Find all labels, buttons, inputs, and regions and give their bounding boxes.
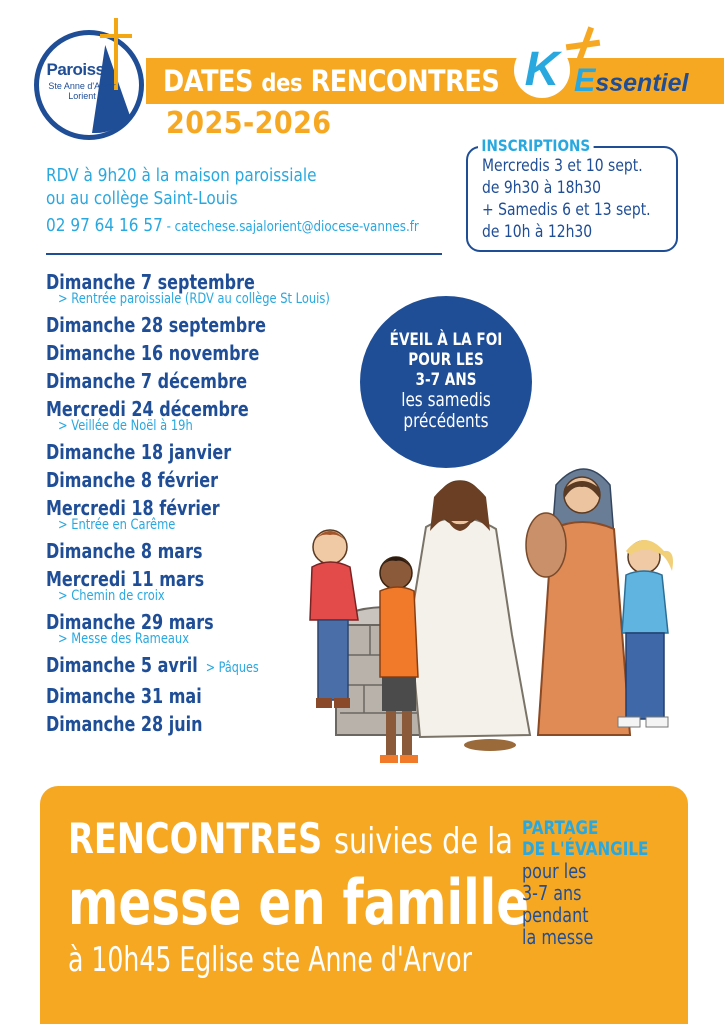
banner-line3: à 10h45 Eglise ste Anne d'Arvor [68,940,472,980]
email-link[interactable]: catechese.sajalorient@diocese-vannes.fr [174,219,419,235]
phone-number: 02 97 64 16 57 [46,215,163,236]
partage-sub: la messe [522,925,594,949]
woman-with-jar-icon [526,469,630,735]
date-label: Mercredi 24 décembre [46,397,249,421]
inscriptions-line: + Samedis 6 et 13 sept. [482,200,651,220]
logo-subtitle-line2: Lorient [68,91,96,101]
banner-line1 [68,814,513,863]
title-part3: RENCONTRES [310,64,500,98]
date-note: > Messe des Rameaux [58,631,190,647]
eveil-line: les samedis [401,389,491,411]
logo-subtitle-line1: Ste Anne d'Arvor [48,81,116,91]
inscriptions-line: de 9h30 à 18h30 [482,178,602,198]
eveil-line: 3-7 ANS [415,370,477,390]
school-year: 2025-2026 [166,106,332,141]
contact-separator: - [162,219,175,235]
date-label: Dimanche 8 février [46,468,218,492]
partage-sub: 3-7 ans [522,881,582,905]
logo-subtitle [42,81,122,101]
cross-icon-bar [100,34,132,38]
kt-logo-rest: ssentiel [595,69,689,97]
eveil-line: précédents [403,410,489,432]
date-inline-note: > Pâques [205,660,259,676]
jesus-figure-icon [410,481,530,751]
partage-sub: pendant [522,903,589,927]
jesus-children-illustration [300,445,724,775]
rdv-line1: RDV à 9h20 à la maison paroissiale [46,165,317,186]
title-part2: des [261,69,303,97]
page-title [163,58,499,104]
child-blonde-girl-icon [618,540,673,727]
date-label: Dimanche 16 novembre [46,341,260,365]
date-note: > Chemin de croix [58,588,165,604]
date-note: > Entrée en Carême [58,517,176,533]
date-label: Mercredi 11 mars [46,567,205,591]
divider [46,253,442,255]
rdv-line2: ou au collège Saint-Louis [46,188,238,209]
logo-title: Paroisse [46,60,114,79]
date-label: Mercredi 18 février [46,496,220,520]
date-label-text: Dimanche 5 avril [46,653,198,677]
partage-block [522,818,672,948]
partage-sub: pour les [522,859,587,883]
date-label: Dimanche 18 janvier [46,440,232,464]
date-note: > Rentrée paroissiale (RDV au collège St Louis) [58,291,330,307]
date-label: Dimanche 31 mai [46,684,202,708]
inscriptions-line: Mercredis 3 et 10 sept. [482,156,643,176]
date-label: Dimanche 28 septembre [46,313,266,337]
kt-logo-e: E [574,62,596,98]
eveil-line: ÉVEIL À LA FOI [389,330,503,350]
banner-rencontres: RENCONTRES [68,814,323,863]
date-item [46,268,446,308]
eveil-line: POUR LES [408,350,484,370]
kt-logo-k: K [514,42,570,98]
banner-line2: messe en famille [68,866,530,939]
contact-line [46,215,419,236]
inscriptions-title: INSCRIPTIONS [478,136,594,155]
date-label: Dimanche 29 mars [46,610,214,634]
date-label: Dimanche 28 juin [46,712,203,736]
partage-title: DE L'ÉVANGILE [522,838,649,860]
banner-suivies: suivies de la [333,821,513,862]
kt-logo-text [574,62,688,99]
partage-title: PARTAGE [522,817,599,839]
date-label: Dimanche 8 mars [46,539,203,563]
date-note: > Veillée de Noël à 19h [58,418,193,434]
inscriptions-line: de 10h à 12h30 [482,222,593,242]
date-label: Dimanche 7 décembre [46,369,248,393]
date-label: Dimanche 7 septembre [46,270,255,294]
title-part1: DATES [163,64,253,98]
eveil-bubble [360,296,532,468]
